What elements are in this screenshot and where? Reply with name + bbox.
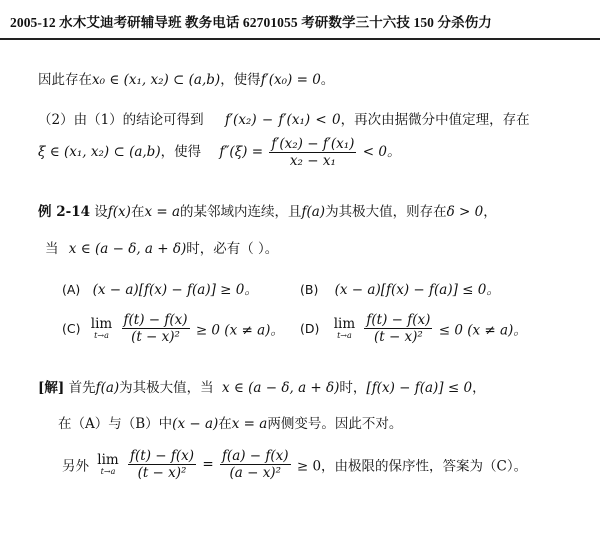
limit-operator: lim t→a [333,316,356,340]
math-inline: ξ ∈ (x₁, x₂) ⊂ (a,b) [38,144,161,160]
option-a: (A) (x − a)[f(x) − f(a)] ≥ 0。 [62,282,258,298]
limit-operator: lim t→a [90,316,113,340]
option-d: (D) lim t→a $\frac{f(t) - f(x)}{\text{(t − x)²}}$ ≤ 0 (x ≠ a)。 [300,312,527,345]
solution-label: [解] [38,380,65,396]
header-text: 2005-12 水木艾迪考研辅导班 教务电话 62701055 考研数学三十六技 150 分杀伤力 [10,15,492,30]
condition-line: 当 x ∈ (a − δ, a + δ)时，必有（ ）。 [45,241,279,257]
math-inline: x₀ ∈ (x₁, x₂) ⊂ (a,b) [92,72,221,88]
header-rule [0,38,600,40]
option-b: (B) (x − a)[f(x) − f(a)] ≤ 0。 [300,282,500,298]
solution-line-3: 另外 lim t→a $\frac{f(t) - f(x)}{\text{(t − x)²}}$ = $\frac{f(a) - f(x)}{\text{(a − x)²}}$ ≥ 0，由极限的保序性，答案为（C）。 [62,448,528,481]
text-line-3: ξ ∈ (x₁, x₂) ⊂ (a,b)，使得 f″(ξ) = $\frac{\text{f′(x₂) − f′(x₁)}}{\text{x₂ − x₁}}$ < 0。 [38,136,401,169]
fraction: $\frac{\text{f′(x₂) − f′(x₁)}}{\text{x₂ − x₁}}$ [271,136,355,169]
fraction: $\frac{f(a) - f(x)}{\text{(a − x)²}}$ [221,448,289,481]
option-tag: (D) [300,321,320,336]
solution-line-2: 在（A）与（B）中(x − a)在x = a两侧变号。因此不对。 [58,416,403,432]
option-tag: (B) [300,282,319,297]
option-tag: (C) [62,321,81,336]
option-tag: (A) [62,282,81,297]
page-header [0,0,600,38]
option-c: (C) lim t→a $\frac{f(t) - f(x)}{\text{(t − x)²}}$ ≥ 0 (x ≠ a)。 [62,312,284,345]
limit-operator: lim t→a [97,452,119,476]
math-inline: f′(x₂) − f′(x₁) < 0 [224,112,341,128]
fraction: $\frac{f(t) - f(x)}{\text{(t − x)²}}$ [123,312,188,345]
math-inline: f″(ξ) = [219,144,264,160]
fraction: $\frac{f(t) - f(x)}{\text{(t − x)²}}$ [366,312,431,345]
example-line: 例 2-14 设f(x)在x = a的某邻域内连续，且f(a)为其极大值，则存在δ > 0， [38,204,497,220]
solution-line: [解] 首先f(a)为其极大值，当 x ∈ (a − δ, a + δ)时，[f(x) − f(a)] ≤ 0， [38,380,486,396]
text-line-1: 因此存在x₀ ∈ (x₁, x₂) ⊂ (a,b)，使得f′(x₀) = 0。 [38,72,335,88]
fraction: $\frac{f(t) - f(x)}{\text{(t − x)²}}$ [130,448,195,481]
math-inline: f′(x₀) = 0 [260,72,321,88]
example-label: 例 2-14 [38,204,90,220]
text-line-2: （2）由（1）的结论可得到 f′(x₂) − f′(x₁) < 0，再次由据微分中值定理，存在 [38,112,530,128]
